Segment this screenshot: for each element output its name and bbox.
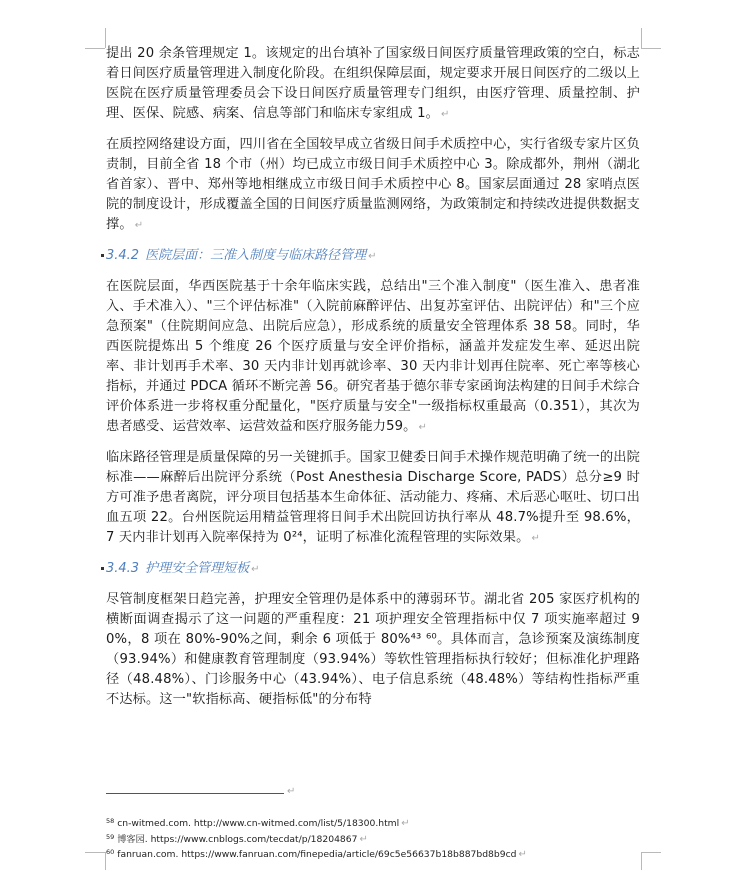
- paragraph-mark-icon: ↵: [518, 849, 527, 860]
- paragraph-mark-icon: ↵: [531, 533, 540, 544]
- footnote-text: 博客园. https://www.cnblogs.com/tecdat/p/18204867: [117, 833, 358, 845]
- section-heading-3-4-3[interactable]: [106, 559, 640, 580]
- paragraph-mark-icon: ↵: [418, 422, 428, 433]
- footnote-text: cn-witmed.com. http://www.cn-witmed.com/list/5/18300.html: [117, 818, 400, 829]
- paragraph-text: 临床路径管理是质量保障的另一关键抓手。国家卫健委日间手术操作规范明确了统一的出院标准——麻醉后出院评分系统（Post Anesthesia Discharge Score, PADS）总分≥9 时方可准予患者离院，评分项目包括基本生命体征、活动能力、疼痛、术后恶心呕吐、切口出血五项 22。台州医院运用精益管理将日间手术出院回访执行率从 48.7%提升至 98.6%，7 天内非计划再入院率保持为 0²⁴，证明了标准化流程管理的实际效果。: [106, 450, 640, 545]
- paragraph-text: 在医院层面，华西医院基于十余年临床实践，总结出"三个准入制度"（医生准入、患者准入、手术准入）、"三个评估标准"（入院前麻醉评估、出复苏室评估、出院评估）和"三个应急预案"（住院期间应急、出院后应急），形成系统的质量安全管理体系 38 58。同时，华西医院提炼出 5 个维度 26 个医疗质量与安全评价指标，涵盖并发症发生率、延迟出院率、非计划再手术率、30 天内非计划再就诊率、30 天内非计划再住院率、死亡率等核心指标，并通过 PDCA 循环不断完善 56。研究者基于德尔菲专家函询法构建的日间手术综合评价体系进一步将权重分配量化，"医疗质量与安全"一级指标权重最高（0.351），其次为患者感受、运营效率、运营效益和医疗服务能力59。: [106, 279, 640, 434]
- footnote[interactable]: [106, 831, 666, 847]
- heading-bullet-icon: [101, 567, 104, 570]
- crop-mark-top-left-h: [85, 48, 105, 49]
- section-heading-3-4-2[interactable]: [106, 246, 640, 267]
- footnotes: [106, 815, 666, 862]
- paragraph[interactable]: [106, 44, 640, 125]
- paragraph-text: 尽管制度框架日趋完善，护理安全管理仍是体系中的薄弱环节。湖北省 205 家医疗机构的横断面调查揭示了这一问题的严重程度：21 项护理安全管理指标中仅 7 项实施率超过 90%，8 项在 80%-90%之间，剩余 6 项低于 80%⁴³ ⁶⁰。具体而言，急诊预案及演练制度（93.94%）和健康教育管理制度（93.94%）等软性管理指标执行较好；但标准化护理路径（48.48%）、门诊服务中心（43.94%）、电子信息系统（48.48%）等结构性指标严重不达标。这一"软指标高、硬指标低"的分布特: [106, 592, 640, 707]
- footnote-text: fanruan.com. https://www.fanruan.com/finepedia/article/69c5e56637b18b887bd8b9cd: [117, 849, 517, 860]
- footnote-number: 60: [106, 848, 115, 856]
- heading-bullet-icon: [101, 254, 104, 257]
- footnote-separator: [106, 793, 284, 794]
- heading-number: 3.4.2: [106, 248, 140, 263]
- paragraph[interactable]: [106, 448, 640, 549]
- paragraph-mark-icon: ↵: [401, 818, 410, 829]
- footnote[interactable]: [106, 815, 666, 831]
- crop-mark-bottom-left-h: [85, 852, 105, 853]
- crop-mark-top-right-h: [641, 48, 661, 49]
- document-body[interactable]: [106, 44, 640, 720]
- footnote-number: 59: [106, 832, 115, 841]
- paragraph-mark-icon: ↵: [359, 833, 368, 845]
- footnote[interactable]: [106, 846, 666, 862]
- heading-title: 护理安全管理短板: [145, 561, 250, 576]
- paragraph[interactable]: [106, 277, 640, 438]
- paragraph-mark-icon: ↵: [368, 251, 377, 262]
- paragraph-text: 提出 20 余条管理规定 1。该规定的出台填补了国家级日间医疗质量管理政策的空白，标志着日间医疗质量管理进入制度化阶段。在组织保障层面，规定要求开展日间医疗的二级以上医院在医疗质量管理委员会下设日间医疗质量管理专门组织，由医疗管理、质量控制、护理、医保、院感、病案、信息等部门和临床专家组成 1。: [106, 46, 640, 121]
- paragraph-mark-icon: ↵: [134, 220, 144, 231]
- paragraph[interactable]: [106, 135, 640, 236]
- heading-number: 3.4.3: [106, 561, 140, 576]
- paragraph[interactable]: [106, 590, 640, 710]
- paragraph-mark-icon: ↵: [440, 109, 450, 120]
- crop-mark-top-right-v: [641, 28, 642, 48]
- paragraph-text: 在质控网络建设方面，四川省在全国较早成立省级日间手术质控中心，实行省级专家片区负责制，目前全省 18 个市（州）均已成立市级日间手术质控中心 3。除成都外，荆州（湖北省首家）、晋中、郑州等地相继成立市级日间手术质控中心 8。国家层面通过 28 家哨点医院的制度设计，形成覆盖全国的日间医疗质量监测网络，为政策制定和持续改进提供数据支撑。: [106, 137, 640, 232]
- footnote-number: 58: [106, 817, 115, 825]
- heading-title: 医院层面：三准入制度与临床路径管理: [145, 248, 367, 263]
- paragraph-mark-icon: ↵: [251, 564, 260, 575]
- paragraph-mark-icon: ↵: [287, 786, 296, 797]
